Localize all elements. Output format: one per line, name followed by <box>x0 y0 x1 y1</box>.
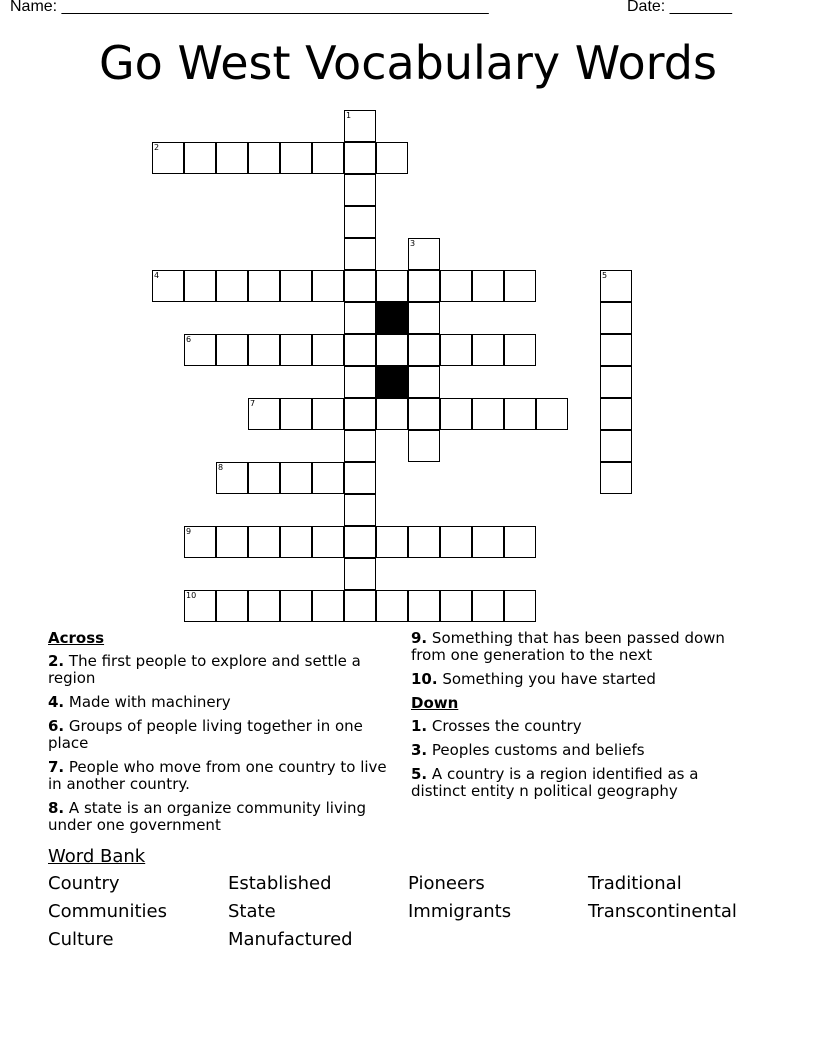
crossword-cell[interactable] <box>248 462 280 494</box>
crossword-cell[interactable] <box>472 526 504 558</box>
clue-text: A state is an organize community living under one government <box>48 799 367 834</box>
crossword-cell[interactable] <box>216 526 248 558</box>
crossword-cell[interactable] <box>312 142 344 174</box>
crossword-cell[interactable] <box>408 430 440 462</box>
clue-number-label: 2 <box>154 143 160 152</box>
crossword-cell[interactable] <box>280 590 312 622</box>
word-bank-item: Pioneers <box>408 873 485 894</box>
crossword-cell[interactable] <box>344 238 376 270</box>
crossword-cell[interactable] <box>408 398 440 430</box>
crossword-cell[interactable] <box>600 302 632 334</box>
crossword-cell[interactable] <box>440 526 472 558</box>
word-bank-item: Transcontinental <box>588 901 737 922</box>
word-bank-item: Established <box>228 873 332 894</box>
across-clues-left <box>48 630 388 841</box>
clue <box>411 766 751 800</box>
crossword-cell[interactable] <box>344 558 376 590</box>
clue-number-label: 3 <box>410 239 416 248</box>
crossword-cell[interactable] <box>280 462 312 494</box>
crossword-cell[interactable] <box>472 590 504 622</box>
crossword-cell[interactable] <box>248 398 280 430</box>
clue-number-label: 5 <box>602 271 608 280</box>
crossword-cell[interactable] <box>344 398 376 430</box>
crossword-cell[interactable] <box>408 366 440 398</box>
word-bank-item: Traditional <box>588 873 682 894</box>
crossword-cell[interactable] <box>344 142 376 174</box>
crossword-grid <box>152 110 664 622</box>
crossword-cell[interactable] <box>344 462 376 494</box>
crossword-cell[interactable] <box>184 334 216 366</box>
word-bank <box>48 873 768 951</box>
date-field-label: Date: _______ <box>627 0 732 15</box>
crossword-cell[interactable] <box>344 430 376 462</box>
crossword-cell[interactable] <box>472 398 504 430</box>
clue <box>48 694 388 711</box>
clue-text: Made with machinery <box>68 693 231 711</box>
clue-number: 1. <box>411 717 428 735</box>
crossword-cell[interactable] <box>216 270 248 302</box>
clue-number: 3. <box>411 741 428 759</box>
clue-number: 7. <box>48 758 65 776</box>
crossword-cell[interactable] <box>472 270 504 302</box>
clue <box>411 671 751 688</box>
crossword-cell[interactable] <box>472 334 504 366</box>
clue-number: 2. <box>48 652 65 670</box>
clue-number: 9. <box>411 629 428 647</box>
crossword-cell[interactable] <box>312 270 344 302</box>
down-heading: Down <box>411 694 459 712</box>
word-bank-item: Culture <box>48 929 114 950</box>
black-cell <box>376 302 408 334</box>
crossword-cell[interactable] <box>504 526 536 558</box>
crossword-cell[interactable] <box>408 302 440 334</box>
crossword-cell[interactable] <box>504 270 536 302</box>
word-bank-item: Communities <box>48 901 167 922</box>
word-bank-item: Manufactured <box>228 929 353 950</box>
clue-number: 10. <box>411 670 438 688</box>
crossword-cell[interactable] <box>344 270 376 302</box>
crossword-cell[interactable] <box>440 334 472 366</box>
clue <box>48 718 388 752</box>
clue-number: 4. <box>48 693 65 711</box>
crossword-cell[interactable] <box>184 142 216 174</box>
word-bank-title: Word Bank <box>48 846 146 867</box>
crossword-cell[interactable] <box>312 462 344 494</box>
crossword-cell[interactable] <box>312 590 344 622</box>
crossword-cell[interactable] <box>408 270 440 302</box>
clue-text: Something you have started <box>442 670 656 688</box>
crossword-cell[interactable] <box>376 334 408 366</box>
crossword-cell[interactable] <box>344 174 376 206</box>
clue-number-label: 7 <box>250 399 256 408</box>
clue-text: A country is a region identified as a distinct entity n political geography <box>411 765 699 800</box>
crossword-cell[interactable] <box>248 590 280 622</box>
clue <box>48 653 388 687</box>
crossword-cell[interactable] <box>184 270 216 302</box>
crossword-cell[interactable] <box>408 238 440 270</box>
crossword-cell[interactable] <box>152 270 184 302</box>
clue-number-label: 8 <box>218 463 224 472</box>
page-title: Go West Vocabulary Words <box>99 36 717 90</box>
crossword-cell[interactable] <box>600 334 632 366</box>
crossword-cell[interactable] <box>280 526 312 558</box>
crossword-cell[interactable] <box>280 270 312 302</box>
clue-number-label: 4 <box>154 271 160 280</box>
crossword-cell[interactable] <box>248 334 280 366</box>
clue-text: The first people to explore and settle a region <box>48 652 361 687</box>
crossword-cell[interactable] <box>152 142 184 174</box>
crossword-cell[interactable] <box>248 270 280 302</box>
crossword-cell[interactable] <box>600 462 632 494</box>
crossword-cell[interactable] <box>312 334 344 366</box>
crossword-cell[interactable] <box>376 590 408 622</box>
word-bank-item: Immigrants <box>408 901 512 922</box>
crossword-cell[interactable] <box>600 366 632 398</box>
crossword-cell[interactable] <box>376 398 408 430</box>
clue-number-label: 9 <box>186 527 192 536</box>
clue-text: Groups of people living together in one place <box>48 717 363 752</box>
crossword-cell[interactable] <box>248 142 280 174</box>
crossword-cell[interactable] <box>408 590 440 622</box>
crossword-cell[interactable] <box>184 590 216 622</box>
crossword-cell[interactable] <box>344 366 376 398</box>
clue-number-label: 1 <box>346 111 352 120</box>
crossword-cell[interactable] <box>344 302 376 334</box>
clue <box>48 759 388 793</box>
clue <box>48 800 388 834</box>
crossword-cell[interactable] <box>440 270 472 302</box>
crossword-cell[interactable] <box>344 590 376 622</box>
crossword-cell[interactable] <box>440 398 472 430</box>
crossword-cell[interactable] <box>344 206 376 238</box>
crossword-cell[interactable] <box>312 398 344 430</box>
clues-right <box>411 630 751 807</box>
crossword-cell[interactable] <box>248 526 280 558</box>
clue-number: 5. <box>411 765 428 783</box>
crossword-cell[interactable] <box>216 462 248 494</box>
crossword-cell[interactable] <box>344 110 376 142</box>
crossword-cell[interactable] <box>440 590 472 622</box>
clue-text: Peoples customs and beliefs <box>431 741 645 759</box>
crossword-cell[interactable] <box>504 590 536 622</box>
word-bank-item: State <box>228 901 276 922</box>
crossword-cell[interactable] <box>376 526 408 558</box>
clue-text: Crosses the country <box>431 717 582 735</box>
crossword-cell[interactable] <box>280 142 312 174</box>
across-heading: Across <box>48 629 105 647</box>
clue <box>411 718 751 735</box>
clue-number: 8. <box>48 799 65 817</box>
crossword-cell[interactable] <box>184 526 216 558</box>
crossword-cell[interactable] <box>504 398 536 430</box>
crossword-cell[interactable] <box>216 334 248 366</box>
clue-text: People who move from one country to live in another country. <box>48 758 387 793</box>
crossword-cell[interactable] <box>344 526 376 558</box>
crossword-cell[interactable] <box>312 526 344 558</box>
clue-number-label: 10 <box>186 591 197 600</box>
crossword-cell[interactable] <box>600 398 632 430</box>
crossword-cell[interactable] <box>376 270 408 302</box>
black-cell <box>376 366 408 398</box>
clue-number: 6. <box>48 717 65 735</box>
name-field-label: Name: ________________________________________________ <box>10 0 489 15</box>
crossword-cell[interactable] <box>280 398 312 430</box>
clue <box>411 742 751 759</box>
crossword-cell[interactable] <box>536 398 568 430</box>
crossword-cell[interactable] <box>216 590 248 622</box>
crossword-cell[interactable] <box>408 526 440 558</box>
crossword-cell[interactable] <box>600 430 632 462</box>
crossword-cell[interactable] <box>344 334 376 366</box>
crossword-cell[interactable] <box>376 142 408 174</box>
clue-number-label: 6 <box>186 335 192 344</box>
clue <box>411 630 751 664</box>
crossword-cell[interactable] <box>408 334 440 366</box>
word-bank-item: Country <box>48 873 120 894</box>
crossword-cell[interactable] <box>280 334 312 366</box>
clue-text: Something that has been passed down from one generation to the next <box>411 629 725 664</box>
crossword-cell[interactable] <box>216 142 248 174</box>
crossword-cell[interactable] <box>344 494 376 526</box>
crossword-cell[interactable] <box>504 334 536 366</box>
crossword-cell[interactable] <box>600 270 632 302</box>
